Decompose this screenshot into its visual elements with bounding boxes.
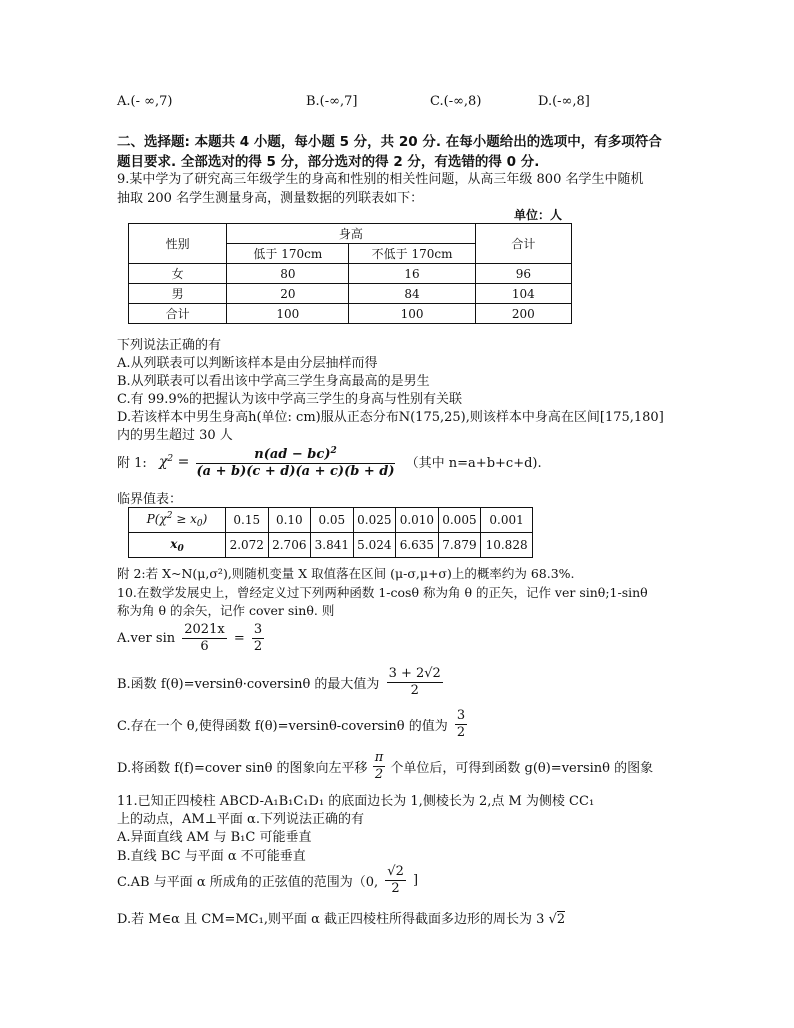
section2-heading-line1: 二、选择题: 本题共 4 小题，每小题 5 分，共 20 分. 在每小题给出的选项中，有多项符合	[117, 134, 662, 150]
q9-option-d-line1: D.若该样本中男生身高h(单位: cm)服从正态分布N(175,25),则该样本中身高在区间[175,180]	[117, 410, 664, 425]
cell-low: 80	[227, 264, 349, 284]
cell-high: 100	[349, 304, 475, 324]
critical-value-table	[128, 507, 533, 558]
crit-cell: 0.025	[353, 508, 396, 533]
fraction-numerator: √2	[387, 864, 404, 879]
formula-numerator: n(ad − bc)$^2$	[196, 443, 394, 464]
fraction-numerator: 3	[456, 708, 466, 723]
fraction-denominator: 2	[391, 881, 400, 896]
crit-cell: 0.10	[268, 508, 311, 533]
row-label: 合计	[129, 304, 227, 324]
table-header-height: 身高	[227, 224, 475, 244]
q9-prompt: 下列说法正确的有	[117, 338, 222, 353]
table-row	[129, 264, 572, 284]
row-label: 女	[129, 264, 227, 284]
q10-option-a-result	[252, 622, 264, 655]
cell-total: 104	[475, 284, 571, 304]
row-label: 男	[129, 284, 227, 304]
fraction-denominator: 2	[410, 683, 419, 698]
q11-stem-line1: 11.已知正四棱柱 ABCD-A₁B₁C₁D₁ 的底面边长为 1,侧棱长为 2,点 M 为侧棱 CC₁	[117, 794, 595, 809]
q11-option-d-text: D.若 M∈α 且 CM=MC₁,则平面 α 截正四棱柱所得截面多边形的周长为 3	[117, 912, 545, 927]
cell-low: 100	[227, 304, 349, 324]
crit-header-x0: $x_0$	[129, 533, 226, 558]
fraction-numerator: 2021x	[184, 622, 225, 637]
crit-cell: 0.005	[438, 508, 481, 533]
crit-cell: 2.706	[268, 533, 311, 558]
q9-unit: 单位：人	[514, 208, 563, 222]
chi-square-symbol: $\chi^2$ =	[158, 453, 190, 470]
q11-option-a: A.异面直线 AM 与 B₁C 可能垂直	[117, 830, 312, 845]
crit-cell: 7.879	[438, 533, 481, 558]
q10-option-c-text: C.存在一个 θ,使得函数 f(θ)=versinθ-coversinθ 的值为	[117, 719, 448, 734]
q10-option-a-fraction	[182, 622, 226, 655]
fraction-numerator: 3	[253, 622, 263, 637]
q10-stem-line2: 称为角 θ 的余矢，记作 cover sinθ. 则	[117, 603, 335, 618]
q9-stem-line1: 9.某中学为了研究高三年级学生的身高和性别的相关性问题，从高三年级 800 名学生中随机	[117, 172, 644, 187]
q9-option-b: B.从列联表可以看出该中学高三学生身高最高的是男生	[117, 374, 430, 389]
section2-heading-line2: 题目要求. 全部选对的得 5 分，部分选对的得 2 分，有选错的得 0 分.	[117, 154, 540, 170]
cell-high: 16	[349, 264, 475, 284]
critical-table-label: 临界值表：	[117, 492, 183, 507]
table-header-high: 不低于 170cm	[349, 244, 475, 264]
fraction-denominator: 2	[456, 725, 466, 740]
q10-option-d-fraction	[373, 750, 386, 783]
q9-note2: 附 2:若 X~N(μ,σ²),则随机变量 X 取值落在区间 (μ-σ,μ+σ)上的概率约为 68.3%.	[117, 566, 575, 581]
sqrt-radicand: 2	[556, 912, 566, 927]
q11-stem-line2: 上的动点，AM⊥平面 α.下列说法正确的有	[117, 812, 364, 827]
q9-option-c: C.有 99.9%的把握认为该中学高三学生的身高与性别有关联	[117, 392, 463, 407]
q10-option-b-fraction	[387, 666, 443, 699]
q10-option-c	[117, 708, 470, 741]
q10-stem-line1: 10.在数学发展史上，曾经定义过下列两种函数 1-cosθ 称为角 θ 的正矢，记作 ver sinθ;1-sinθ	[117, 585, 648, 600]
table-row	[129, 533, 533, 558]
fraction-denominator: 2	[374, 767, 384, 782]
table-row	[129, 304, 572, 324]
cell-total: 200	[475, 304, 571, 324]
table-row	[129, 284, 572, 304]
q10-option-a-prefix: A.ver sin	[117, 631, 176, 646]
crit-header-p: $P(\chi^2 \ge x_0)$	[129, 508, 226, 533]
crit-cell: 0.15	[226, 508, 269, 533]
fraction-denominator: 6	[200, 639, 209, 654]
q11-option-b: B.直线 BC 与平面 α 不可能垂直	[117, 849, 306, 864]
crit-cell: 0.05	[311, 508, 354, 533]
q10-option-a	[117, 622, 267, 655]
q8-option-d: D.(-∞,8]	[538, 94, 590, 109]
cell-high: 84	[349, 284, 475, 304]
crit-cell: 10.828	[481, 533, 533, 558]
table-header-total: 合计	[475, 224, 571, 264]
table-row	[129, 508, 533, 533]
cell-total: 96	[475, 264, 571, 284]
q8-option-c: C.(-∞,8)	[430, 94, 482, 109]
q10-option-d-tail: 个单位后，可得到函数 g(θ)=versinθ 的图象	[390, 761, 654, 776]
crit-cell: 0.010	[396, 508, 439, 533]
crit-cell: 5.024	[353, 533, 396, 558]
contingency-table	[128, 223, 572, 324]
q9-option-a: A.从列联表可以判断该样本是由分层抽样而得	[117, 356, 378, 371]
crit-cell: 3.841	[311, 533, 354, 558]
q8-option-a: A.(- ∞,7)	[117, 94, 173, 109]
crit-cell: 6.635	[396, 533, 439, 558]
q11-option-c-fraction	[385, 864, 406, 897]
chi-square-formula	[117, 443, 542, 480]
sqrt-symbol: √2	[548, 912, 566, 927]
q9-option-d-line2: 内的男生超过 30 人	[117, 428, 233, 443]
q10-option-d	[117, 750, 653, 783]
q10-option-b-text: B.函数 f(θ)=versinθ·coversinθ 的最大值为	[117, 677, 380, 692]
q11-option-c	[117, 864, 418, 897]
equals-sign: =	[233, 631, 245, 646]
q9-stem-line2: 抽取 200 名学生测量身高，测量数据的列联表如下：	[117, 191, 424, 206]
crit-cell: 2.072	[226, 533, 269, 558]
q11-option-c-tail: ]	[412, 873, 419, 888]
crit-cell: 0.001	[481, 508, 533, 533]
q11-option-d	[117, 908, 565, 927]
cell-low: 20	[227, 284, 349, 304]
q10-option-c-fraction	[455, 708, 467, 741]
fraction-numerator: 3 + 2√2	[388, 666, 441, 681]
note1-label: 附 1:	[117, 456, 147, 471]
note1-tail: （其中 n=a+b+c+d).	[405, 456, 542, 471]
q11-option-c-text: C.AB 与平面 α 所成角的正弦值的范围为（0,	[117, 875, 379, 890]
table-header-gender: 性别	[129, 224, 227, 264]
formula-denominator: (a + b)(c + d)(a + c)(b + d)	[196, 464, 395, 479]
fraction-denominator: 2	[253, 639, 263, 654]
q8-option-b: B.(-∞,7]	[306, 94, 358, 109]
fraction-numerator: π	[374, 750, 384, 765]
table-header-low: 低于 170cm	[227, 244, 349, 264]
q10-option-d-text: D.将函数 f(f)=cover sinθ 的图象向左平移	[117, 761, 368, 776]
q10-option-b	[117, 666, 446, 699]
chi-square-fraction	[196, 443, 394, 480]
